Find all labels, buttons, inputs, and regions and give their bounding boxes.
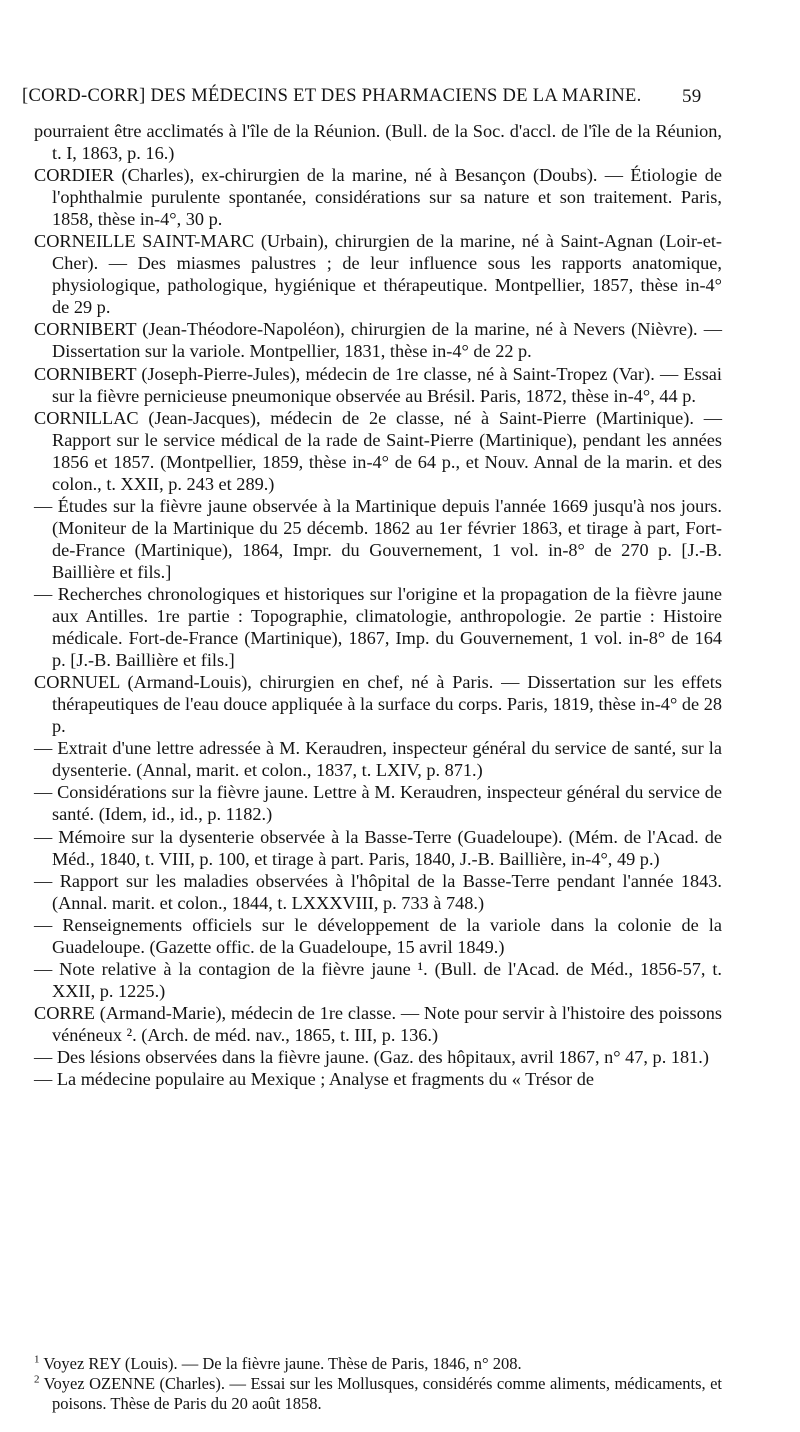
footnote [34, 1374, 722, 1414]
entry-cornuel-renseignements: — Renseignements officiels sur le développement de la variole dans la colonie de la Guadeloupe. (Gazette offic. de la Guadeloupe, 15 avril 1849.) [34, 914, 722, 957]
entry-corre-lesions: — Des lésions observées dans la fièvre jaune. (Gaz. des hôpitaux, avril 1867, n° 47, p. 181.) [34, 1046, 709, 1067]
running-title: [CORD-CORR] DES MÉDECINS ET DES PHARMACIENS DE LA MARINE. [22, 86, 642, 106]
entry-cornibert-joseph: CORNIBERT (Joseph-Pierre-Jules), médecin de 1re classe, né à Saint-Tropez (Var). — Essai sur la fièvre pernicieuse pneumonique observée au Brésil. Paris, 1872, thèse in-4°, 44 p. [34, 363, 722, 406]
page-number: 59 [682, 86, 702, 107]
entry-cornuel-extrait: — Extrait d'une lettre adressée à M. Keraudren, inspecteur général du service de santé, sur la dysenterie. (Annal, marit. et colon., 1837, t. LXIV, p. 871.) [34, 738, 722, 781]
entry-cornuel: CORNUEL (Armand-Louis), chirurgien en chef, né à Paris. — Dissertation sur les effets thérapeutiques de l'eau douce appliquée à la surface du corps. Paris, 1819, thèse in-4° de 28 p. [34, 672, 722, 737]
footnote-text: Voyez REY (Louis). — De la fièvre jaune. Thèse de Paris, 1846, n° 208. [43, 1354, 522, 1373]
entry-cornillac: CORNILLAC (Jean-Jacques), médecin de 2e classe, né à Saint-Pierre (Martinique). — Rapport sur le service médical de la rade de Saint-Pierre (Martinique), pendant les années 1856 et 1857. (Montpellier, 1859, thèse in-4° de 64 p., et Nouv. Annal de la marin. et des colon., t. XXII, p. 243 et 289.) [34, 407, 722, 494]
running-header [22, 86, 722, 116]
entry-corneille-saint-marc: CORNEILLE SAINT-MARC (Urbain), chirurgien de la marine, né à Saint-Agnan (Loir-et-Cher). — Des miasmes palustres ; de leur influence sous les rapports anatomique, physiologique, pathologique, hygiénique et thérapeutique. Montpellier, 1857, thèse in-4° de 29 p. [34, 231, 722, 318]
entry-cornillac-etudes: — Études sur la fièvre jaune observée à la Martinique depuis l'année 1669 jusqu'à nos jours. (Moniteur de la Martinique du 25 décemb. 1862 au 1er février 1863, et tirage à part, Fort-de-France (Martinique), 1864, Impr. du Gouvernement, 1 vol. in-8° de 270 p. [J.-B. Baillière et fils.] [34, 495, 722, 582]
entry-corre-medecine: — La médecine populaire au Mexique ; Analyse et fragments du « Trésor de [34, 1069, 594, 1090]
entry-cornuel-note: — Note relative à la contagion de la fièvre jaune ¹. (Bull. de l'Acad. de Méd., 1856-57, t. XXII, p. 1225.) [34, 958, 722, 1001]
footnote [34, 1354, 722, 1374]
footnotes [34, 1354, 722, 1414]
entry-cornibert-jean: CORNIBERT (Jean-Théodore-Napoléon), chirurgien de la marine, né à Nevers (Nièvre). — Dissertation sur la variole. Montpellier, 1831, thèse in-4° de 22 p. [34, 319, 722, 362]
footnote-mark: 1 [34, 1353, 40, 1366]
entry-cornuel-rapport: — Rapport sur les maladies observées à l'hôpital de la Basse-Terre pendant l'année 1843. (Annal. marit. et colon., 1844, t. LXXXVIII, p. 733 à 748.) [34, 870, 722, 913]
footnote-mark: 2 [34, 1373, 40, 1386]
footnote-text: Voyez OZENNE (Charles). — Essai sur les Mollusques, considérés comme aliments, médicaments, et poisons. Thèse de Paris du 20 août 1858. [43, 1374, 722, 1413]
entry-cornillac-recherches: — Recherches chronologiques et historiques sur l'origine et la propagation de la fièvre jaune aux Antilles. 1re partie : Topographie, climatologie, anthropologie. 2e partie : Histoire médicale. Fort-de-France (Martinique), 1867, Imp. du Gouvernement, 1 vol. in-8° de 164 p. [J.-B. Baillière et fils.] [34, 583, 722, 671]
entry-continuation: pourraient être acclimatés à l'île de la Réunion. (Bull. de la Soc. d'accl. de l'île de la Réunion, t. I, 1863, p. 16.) [34, 121, 722, 164]
entry-cordier: CORDIER (Charles), ex-chirurgien de la marine, né à Besançon (Doubs). — Étiologie de l'ophthalmie purulente spontanée, considérations sur sa nature et son traitement. Paris, 1858, thèse in-4°, 30 p. [34, 165, 722, 230]
entry-corre: CORRE (Armand-Marie), médecin de 1re classe. — Note pour servir à l'histoire des poissons vénéneux ². (Arch. de méd. nav., 1865, t. III, p. 136.) [34, 1002, 722, 1045]
entry-cornuel-memoire: — Mémoire sur la dysenterie observée à la Basse-Terre (Guadeloupe). (Mém. de l'Acad. de Méd., 1840, t. VIII, p. 100, et tirage à part. Paris, 1840, J.-B. Baillière, in-4°, 49 p.) [34, 826, 722, 869]
text-body [34, 120, 722, 1090]
entry-cornuel-considerations: — Considérations sur la fièvre jaune. Lettre à M. Keraudren, inspecteur général du service de santé. (Idem, id., id., p. 1182.) [34, 782, 722, 825]
